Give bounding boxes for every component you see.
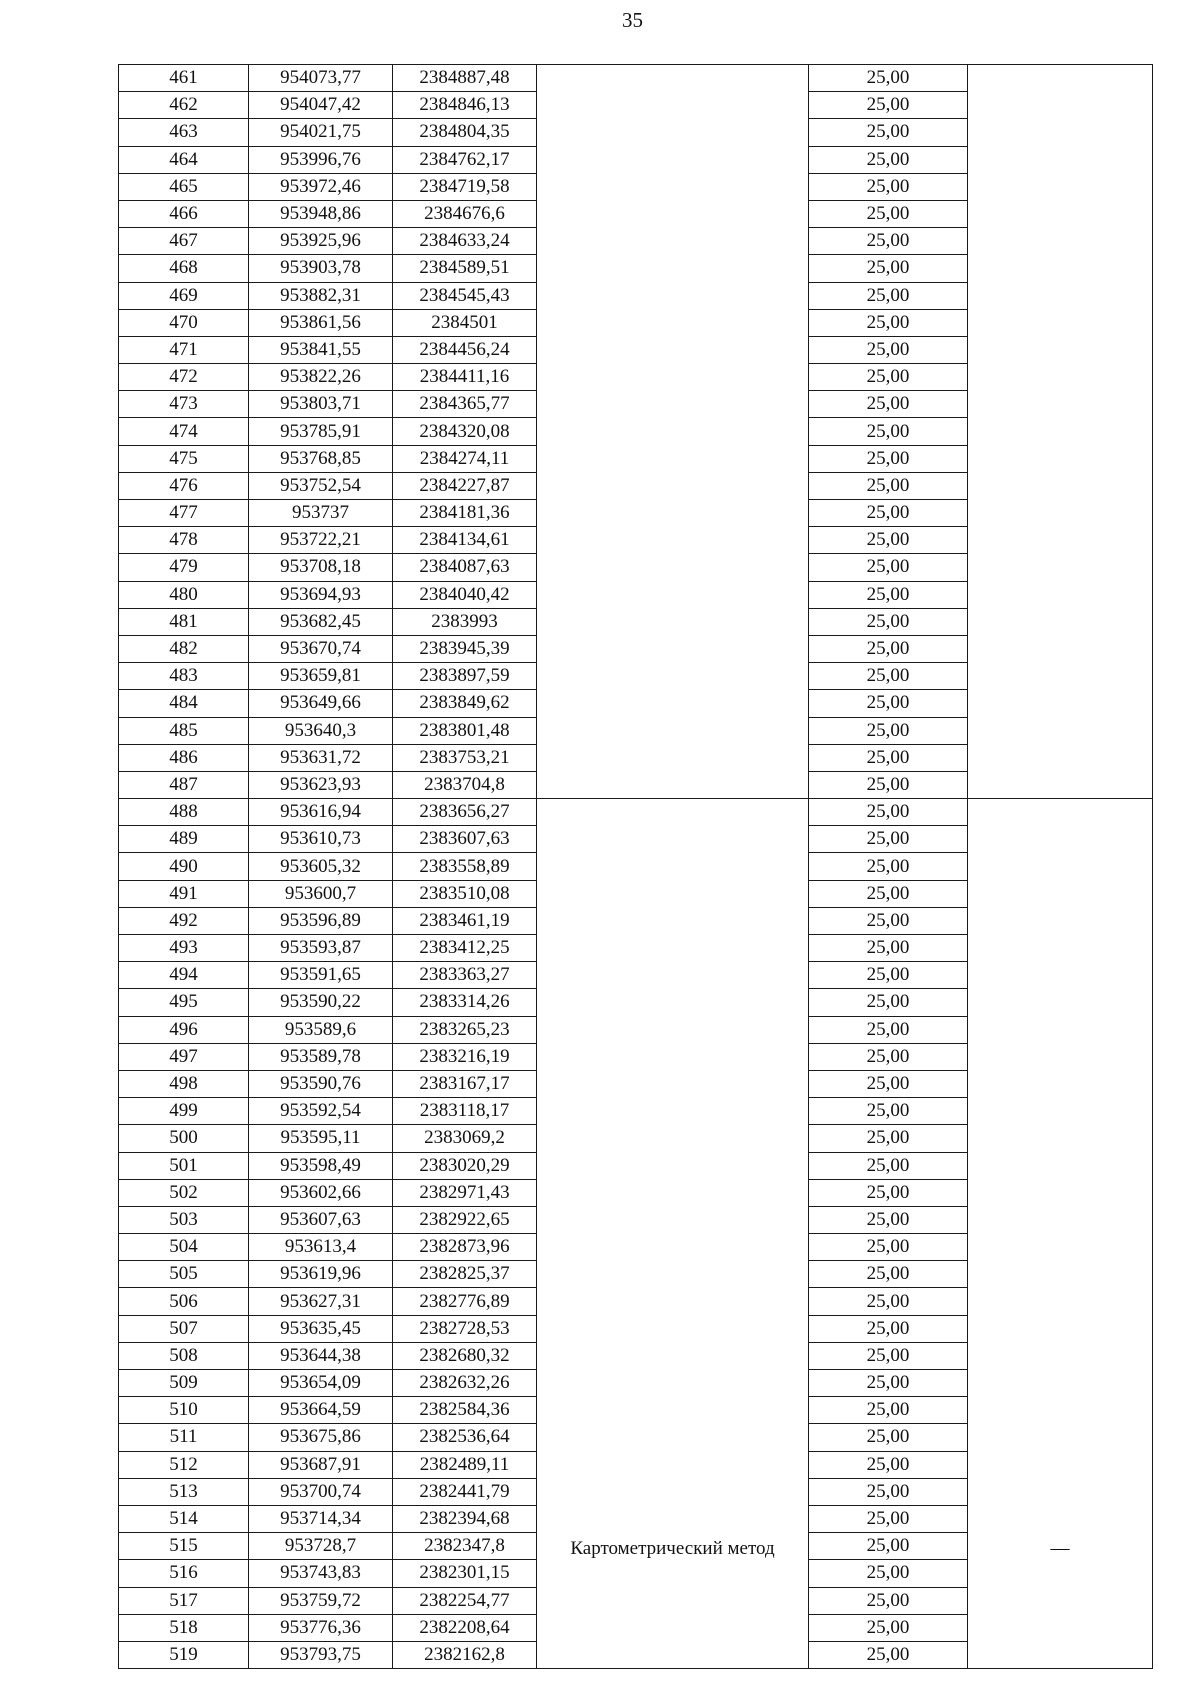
distance-cell: 25,00: [809, 581, 968, 608]
y-coordinate-cell: 2383216,19: [393, 1043, 537, 1070]
point-number-cell: 463: [119, 119, 249, 146]
point-number-cell: 474: [119, 418, 249, 445]
y-coordinate-cell: 2384633,24: [393, 228, 537, 255]
y-coordinate-cell: 2382776,89: [393, 1288, 537, 1315]
y-coordinate-cell: 2382489,11: [393, 1451, 537, 1478]
distance-cell: 25,00: [809, 1288, 968, 1315]
point-number-cell: 498: [119, 1070, 249, 1097]
y-coordinate-cell: 2382584,36: [393, 1397, 537, 1424]
x-coordinate-cell: 953861,56: [249, 309, 393, 336]
distance-cell: 25,00: [809, 1587, 968, 1614]
point-number-cell: 478: [119, 527, 249, 554]
y-coordinate-cell: 2384545,43: [393, 282, 537, 309]
distance-cell: 25,00: [809, 853, 968, 880]
method-cell: [537, 65, 809, 799]
distance-cell: 25,00: [809, 391, 968, 418]
point-number-cell: 493: [119, 935, 249, 962]
x-coordinate-cell: 954073,77: [249, 65, 393, 92]
y-coordinate-cell: 2383265,23: [393, 1016, 537, 1043]
x-coordinate-cell: 953793,75: [249, 1641, 393, 1668]
distance-cell: 25,00: [809, 173, 968, 200]
point-number-cell: 480: [119, 581, 249, 608]
x-coordinate-cell: 953644,38: [249, 1342, 393, 1369]
y-coordinate-cell: 2383558,89: [393, 853, 537, 880]
x-coordinate-cell: 953605,32: [249, 853, 393, 880]
y-coordinate-cell: 2382971,43: [393, 1179, 537, 1206]
point-number-cell: 468: [119, 255, 249, 282]
point-number-cell: 515: [119, 1533, 249, 1560]
x-coordinate-cell: 953776,36: [249, 1614, 393, 1641]
distance-cell: 25,00: [809, 962, 968, 989]
y-coordinate-cell: 2382254,77: [393, 1587, 537, 1614]
distance-cell: 25,00: [809, 1641, 968, 1668]
point-number-cell: 485: [119, 717, 249, 744]
x-coordinate-cell: 953925,96: [249, 228, 393, 255]
distance-cell: 25,00: [809, 1016, 968, 1043]
point-number-cell: 519: [119, 1641, 249, 1668]
x-coordinate-cell: 953700,74: [249, 1478, 393, 1505]
point-number-cell: 486: [119, 744, 249, 771]
x-coordinate-cell: 953613,4: [249, 1234, 393, 1261]
point-number-cell: 472: [119, 364, 249, 391]
x-coordinate-cell: 953593,87: [249, 935, 393, 962]
y-coordinate-cell: 2384040,42: [393, 581, 537, 608]
x-coordinate-cell: 953595,11: [249, 1125, 393, 1152]
distance-cell: 25,00: [809, 907, 968, 934]
table-body: [119, 65, 1153, 1669]
distance-cell: 25,00: [809, 445, 968, 472]
distance-cell: 25,00: [809, 1424, 968, 1451]
y-coordinate-cell: 2383945,39: [393, 635, 537, 662]
page-number: 35: [622, 8, 643, 32]
x-coordinate-cell: 953589,6: [249, 1016, 393, 1043]
y-coordinate-cell: 2384719,58: [393, 173, 537, 200]
y-coordinate-cell: 2382825,37: [393, 1261, 537, 1288]
x-coordinate-cell: 953714,34: [249, 1505, 393, 1532]
x-coordinate-cell: 953664,59: [249, 1397, 393, 1424]
x-coordinate-cell: 953803,71: [249, 391, 393, 418]
y-coordinate-cell: 2383656,27: [393, 799, 537, 826]
y-coordinate-cell: 2383167,17: [393, 1070, 537, 1097]
x-coordinate-cell: 953654,09: [249, 1370, 393, 1397]
point-number-cell: 484: [119, 690, 249, 717]
x-coordinate-cell: 953600,7: [249, 880, 393, 907]
distance-cell: 25,00: [809, 119, 968, 146]
distance-cell: 25,00: [809, 690, 968, 717]
distance-cell: 25,00: [809, 880, 968, 907]
distance-cell: 25,00: [809, 336, 968, 363]
point-number-cell: 481: [119, 608, 249, 635]
y-coordinate-cell: 2383704,8: [393, 771, 537, 798]
point-number-cell: 517: [119, 1587, 249, 1614]
distance-cell: 25,00: [809, 1098, 968, 1125]
note-label: —: [1050, 1538, 1070, 1560]
y-coordinate-cell: 2383897,59: [393, 663, 537, 690]
x-coordinate-cell: 953602,66: [249, 1179, 393, 1206]
x-coordinate-cell: 953687,91: [249, 1451, 393, 1478]
distance-cell: 25,00: [809, 1043, 968, 1070]
distance-cell: 25,00: [809, 146, 968, 173]
table-row: [119, 799, 1153, 826]
distance-cell: 25,00: [809, 799, 968, 826]
distance-cell: 25,00: [809, 663, 968, 690]
y-coordinate-cell: 2383118,17: [393, 1098, 537, 1125]
distance-cell: 25,00: [809, 1070, 968, 1097]
y-coordinate-cell: 2382728,53: [393, 1315, 537, 1342]
distance-cell: 25,00: [809, 200, 968, 227]
y-coordinate-cell: 2382922,65: [393, 1206, 537, 1233]
x-coordinate-cell: 953649,66: [249, 690, 393, 717]
y-coordinate-cell: 2384365,77: [393, 391, 537, 418]
x-coordinate-cell: 953616,94: [249, 799, 393, 826]
distance-cell: 25,00: [809, 472, 968, 499]
y-coordinate-cell: 2384320,08: [393, 418, 537, 445]
x-coordinate-cell: 953722,21: [249, 527, 393, 554]
distance-cell: 25,00: [809, 554, 968, 581]
y-coordinate-cell: 2384181,36: [393, 500, 537, 527]
point-number-cell: 476: [119, 472, 249, 499]
distance-cell: 25,00: [809, 1261, 968, 1288]
y-coordinate-cell: 2384411,16: [393, 364, 537, 391]
point-number-cell: 512: [119, 1451, 249, 1478]
table-row: [119, 65, 1153, 92]
x-coordinate-cell: 953598,49: [249, 1152, 393, 1179]
point-number-cell: 496: [119, 1016, 249, 1043]
x-coordinate-cell: 953596,89: [249, 907, 393, 934]
x-coordinate-cell: 953996,76: [249, 146, 393, 173]
x-coordinate-cell: 953708,18: [249, 554, 393, 581]
distance-cell: 25,00: [809, 1560, 968, 1587]
x-coordinate-cell: 953675,86: [249, 1424, 393, 1451]
y-coordinate-cell: 2383753,21: [393, 744, 537, 771]
point-number-cell: 511: [119, 1424, 249, 1451]
point-number-cell: 467: [119, 228, 249, 255]
point-number-cell: 495: [119, 989, 249, 1016]
point-number-cell: 462: [119, 92, 249, 119]
point-number-cell: 508: [119, 1342, 249, 1369]
distance-cell: 25,00: [809, 635, 968, 662]
x-coordinate-cell: 953743,83: [249, 1560, 393, 1587]
x-coordinate-cell: 953591,65: [249, 962, 393, 989]
x-coordinate-cell: 954047,42: [249, 92, 393, 119]
point-number-cell: 475: [119, 445, 249, 472]
point-number-cell: 491: [119, 880, 249, 907]
y-coordinate-cell: 2382162,8: [393, 1641, 537, 1668]
distance-cell: 25,00: [809, 744, 968, 771]
y-coordinate-cell: 2384134,61: [393, 527, 537, 554]
x-coordinate-cell: 953670,74: [249, 635, 393, 662]
x-coordinate-cell: 953592,54: [249, 1098, 393, 1125]
point-number-cell: 504: [119, 1234, 249, 1261]
x-coordinate-cell: 953822,26: [249, 364, 393, 391]
method-label: Картометрический метод: [570, 1538, 775, 1560]
distance-cell: 25,00: [809, 1234, 968, 1261]
point-number-cell: 465: [119, 173, 249, 200]
distance-cell: 25,00: [809, 1478, 968, 1505]
x-coordinate-cell: 953694,93: [249, 581, 393, 608]
distance-cell: 25,00: [809, 1125, 968, 1152]
y-coordinate-cell: 2383607,63: [393, 826, 537, 853]
y-coordinate-cell: 2382394,68: [393, 1505, 537, 1532]
point-number-cell: 499: [119, 1098, 249, 1125]
coordinates-table: [118, 64, 1153, 1669]
y-coordinate-cell: 2383363,27: [393, 962, 537, 989]
distance-cell: 25,00: [809, 717, 968, 744]
point-number-cell: 479: [119, 554, 249, 581]
y-coordinate-cell: 2384804,35: [393, 119, 537, 146]
y-coordinate-cell: 2382632,26: [393, 1370, 537, 1397]
y-coordinate-cell: 2383510,08: [393, 880, 537, 907]
point-number-cell: 497: [119, 1043, 249, 1070]
distance-cell: 25,00: [809, 771, 968, 798]
distance-cell: 25,00: [809, 1370, 968, 1397]
y-coordinate-cell: 2384274,11: [393, 445, 537, 472]
distance-cell: 25,00: [809, 608, 968, 635]
y-coordinate-cell: 2383993: [393, 608, 537, 635]
y-coordinate-cell: 2382347,8: [393, 1533, 537, 1560]
distance-cell: 25,00: [809, 989, 968, 1016]
y-coordinate-cell: 2384887,48: [393, 65, 537, 92]
x-coordinate-cell: 953682,45: [249, 608, 393, 635]
point-number-cell: 518: [119, 1614, 249, 1641]
x-coordinate-cell: 953623,93: [249, 771, 393, 798]
point-number-cell: 506: [119, 1288, 249, 1315]
x-coordinate-cell: 953882,31: [249, 282, 393, 309]
point-number-cell: 516: [119, 1560, 249, 1587]
y-coordinate-cell: 2384676,6: [393, 200, 537, 227]
x-coordinate-cell: 953640,3: [249, 717, 393, 744]
point-number-cell: 461: [119, 65, 249, 92]
point-number-cell: 509: [119, 1370, 249, 1397]
distance-cell: 25,00: [809, 255, 968, 282]
distance-cell: 25,00: [809, 309, 968, 336]
distance-cell: 25,00: [809, 418, 968, 445]
x-coordinate-cell: 953631,72: [249, 744, 393, 771]
y-coordinate-cell: 2382680,32: [393, 1342, 537, 1369]
point-number-cell: 492: [119, 907, 249, 934]
point-number-cell: 505: [119, 1261, 249, 1288]
point-number-cell: 466: [119, 200, 249, 227]
distance-cell: 25,00: [809, 228, 968, 255]
distance-cell: 25,00: [809, 364, 968, 391]
x-coordinate-cell: 953752,54: [249, 472, 393, 499]
point-number-cell: 487: [119, 771, 249, 798]
y-coordinate-cell: 2382873,96: [393, 1234, 537, 1261]
point-number-cell: 470: [119, 309, 249, 336]
point-number-cell: 490: [119, 853, 249, 880]
y-coordinate-cell: 2383461,19: [393, 907, 537, 934]
x-coordinate-cell: 953785,91: [249, 418, 393, 445]
point-number-cell: 469: [119, 282, 249, 309]
x-coordinate-cell: 953972,46: [249, 173, 393, 200]
x-coordinate-cell: 953759,72: [249, 1587, 393, 1614]
x-coordinate-cell: 953728,7: [249, 1533, 393, 1560]
y-coordinate-cell: 2383849,62: [393, 690, 537, 717]
point-number-cell: 501: [119, 1152, 249, 1179]
distance-cell: 25,00: [809, 1179, 968, 1206]
y-coordinate-cell: 2384589,51: [393, 255, 537, 282]
y-coordinate-cell: 2384501: [393, 309, 537, 336]
y-coordinate-cell: 2384087,63: [393, 554, 537, 581]
distance-cell: 25,00: [809, 1397, 968, 1424]
distance-cell: 25,00: [809, 65, 968, 92]
x-coordinate-cell: 953590,22: [249, 989, 393, 1016]
distance-cell: 25,00: [809, 92, 968, 119]
point-number-cell: 502: [119, 1179, 249, 1206]
y-coordinate-cell: 2383314,26: [393, 989, 537, 1016]
point-number-cell: 514: [119, 1505, 249, 1532]
point-number-cell: 489: [119, 826, 249, 853]
distance-cell: 25,00: [809, 1315, 968, 1342]
point-number-cell: 483: [119, 663, 249, 690]
x-coordinate-cell: 953619,96: [249, 1261, 393, 1288]
y-coordinate-cell: 2383020,29: [393, 1152, 537, 1179]
distance-cell: 25,00: [809, 1451, 968, 1478]
x-coordinate-cell: 953841,55: [249, 336, 393, 363]
x-coordinate-cell: 953659,81: [249, 663, 393, 690]
distance-cell: 25,00: [809, 1614, 968, 1641]
x-coordinate-cell: 953590,76: [249, 1070, 393, 1097]
distance-cell: 25,00: [809, 1505, 968, 1532]
point-number-cell: 513: [119, 1478, 249, 1505]
x-coordinate-cell: 953635,45: [249, 1315, 393, 1342]
x-coordinate-cell: 953903,78: [249, 255, 393, 282]
y-coordinate-cell: 2383412,25: [393, 935, 537, 962]
x-coordinate-cell: 953948,86: [249, 200, 393, 227]
x-coordinate-cell: 953589,78: [249, 1043, 393, 1070]
x-coordinate-cell: 953607,63: [249, 1206, 393, 1233]
x-coordinate-cell: 953768,85: [249, 445, 393, 472]
y-coordinate-cell: 2384227,87: [393, 472, 537, 499]
distance-cell: 25,00: [809, 1152, 968, 1179]
y-coordinate-cell: 2384456,24: [393, 336, 537, 363]
y-coordinate-cell: 2384846,13: [393, 92, 537, 119]
y-coordinate-cell: 2383801,48: [393, 717, 537, 744]
distance-cell: 25,00: [809, 282, 968, 309]
point-number-cell: 482: [119, 635, 249, 662]
distance-cell: 25,00: [809, 826, 968, 853]
distance-cell: 25,00: [809, 527, 968, 554]
y-coordinate-cell: 2383069,2: [393, 1125, 537, 1152]
point-number-cell: 464: [119, 146, 249, 173]
y-coordinate-cell: 2382208,64: [393, 1614, 537, 1641]
x-coordinate-cell: 953610,73: [249, 826, 393, 853]
distance-cell: 25,00: [809, 1533, 968, 1560]
point-number-cell: 507: [119, 1315, 249, 1342]
distance-cell: 25,00: [809, 500, 968, 527]
method-cell: [537, 799, 809, 1669]
y-coordinate-cell: 2382536,64: [393, 1424, 537, 1451]
point-number-cell: 473: [119, 391, 249, 418]
point-number-cell: 494: [119, 962, 249, 989]
x-coordinate-cell: 953627,31: [249, 1288, 393, 1315]
point-number-cell: 503: [119, 1206, 249, 1233]
point-number-cell: 500: [119, 1125, 249, 1152]
y-coordinate-cell: 2384762,17: [393, 146, 537, 173]
point-number-cell: 510: [119, 1397, 249, 1424]
x-coordinate-cell: 954021,75: [249, 119, 393, 146]
note-cell: [968, 65, 1153, 799]
y-coordinate-cell: 2382441,79: [393, 1478, 537, 1505]
x-coordinate-cell: 953737: [249, 500, 393, 527]
point-number-cell: 477: [119, 500, 249, 527]
point-number-cell: 471: [119, 336, 249, 363]
distance-cell: 25,00: [809, 1342, 968, 1369]
point-number-cell: 488: [119, 799, 249, 826]
distance-cell: 25,00: [809, 935, 968, 962]
note-cell: [968, 799, 1153, 1669]
y-coordinate-cell: 2382301,15: [393, 1560, 537, 1587]
distance-cell: 25,00: [809, 1206, 968, 1233]
